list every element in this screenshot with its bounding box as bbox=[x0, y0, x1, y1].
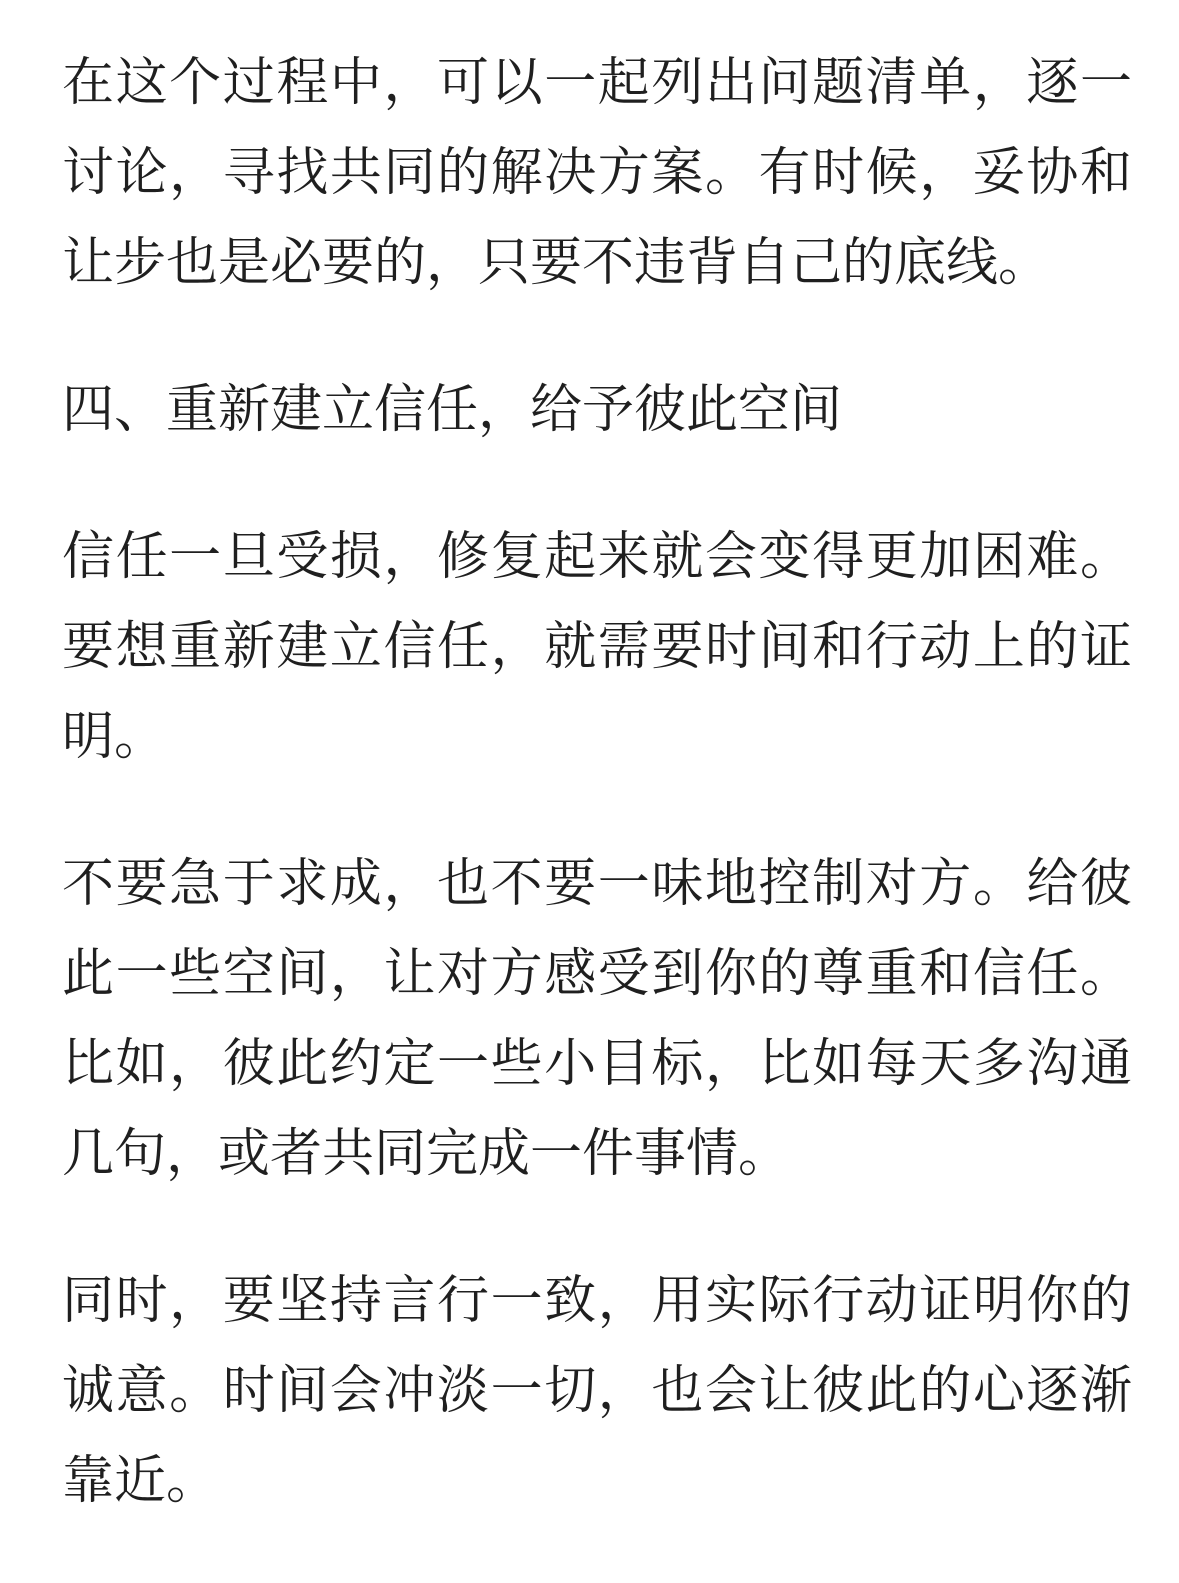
paragraph-give-space: 不要急于求成，也不要一味地控制对方。给彼此一些空间，让对方感受到你的尊重和信任。比如，彼此约定一些小目标，比如每天多沟通几句，或者共同完成一件事情。 bbox=[62, 854, 1132, 1184]
paragraph-trust-damaged: 信任一旦受损，修复起来就会变得更加困难。要想重新建立信任，就需要时间和行动上的证明。 bbox=[62, 527, 1132, 767]
article-body bbox=[62, 38, 1132, 1583]
paragraph-problem-list: 在这个过程中，可以一起列出问题清单，逐一讨论，寻找共同的解决方案。有时候，妥协和让步也是必要的，只要不违背自己的底线。 bbox=[62, 53, 1132, 293]
section-heading-rebuild-trust: 四、重新建立信任，给予彼此空间 bbox=[62, 380, 843, 440]
paragraph-consistency: 同时，要坚持言行一致，用实际行动证明你的诚意。时间会冲淡一切，也会让彼此的心逐渐靠近。 bbox=[62, 1271, 1132, 1511]
